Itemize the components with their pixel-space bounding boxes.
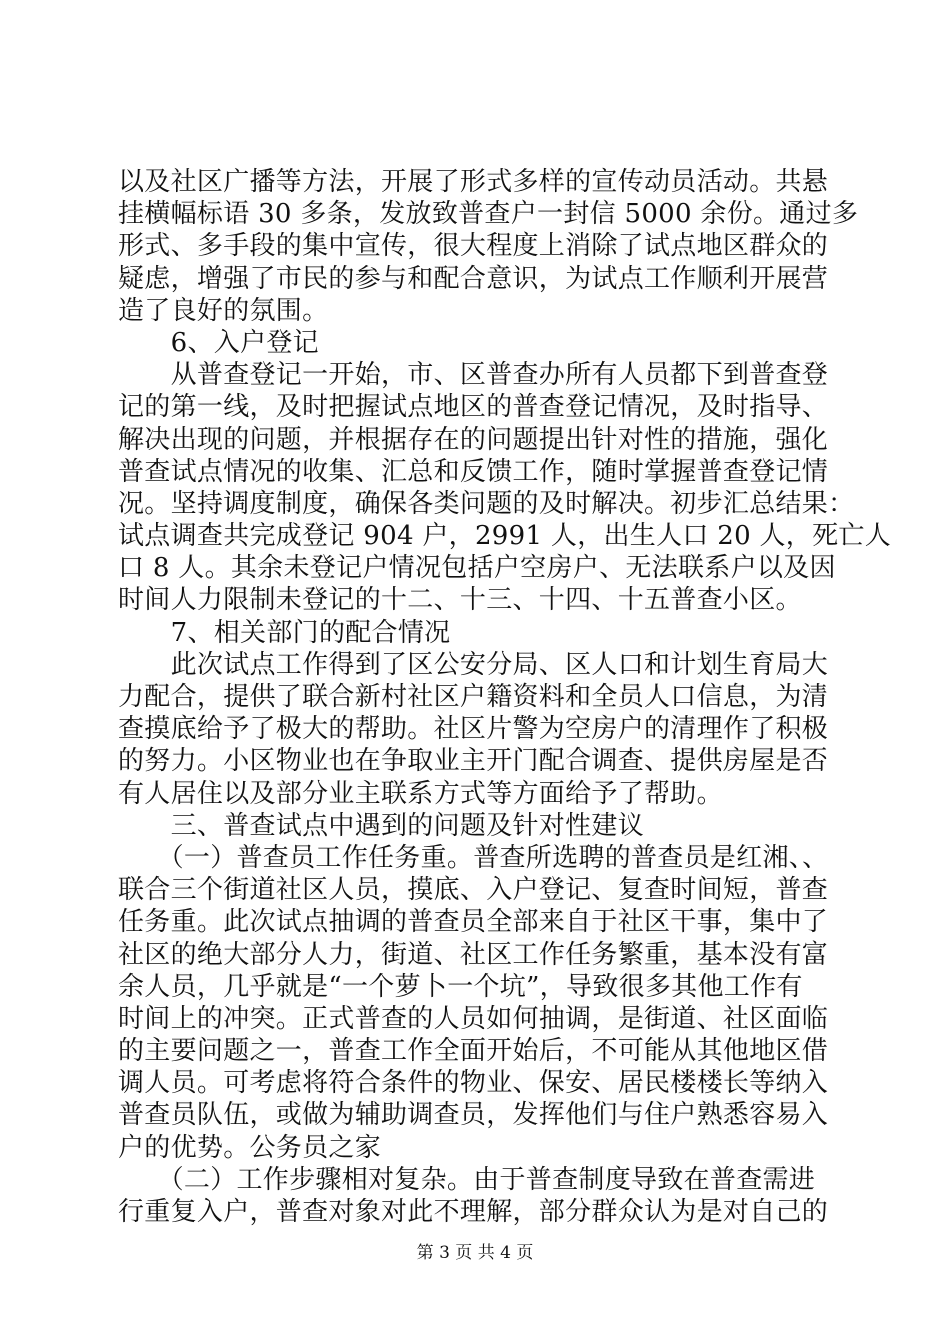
text-line: 7、相关部门的配合情况 bbox=[118, 617, 451, 648]
text-line: 力配合，提供了联合新村社区户籍资料和全员人口信息，为清 bbox=[118, 682, 829, 712]
text-line: 疑虑，增强了市民的参与和配合意识，为试点工作顺利开展营 bbox=[118, 263, 829, 294]
text-line: 记的第一线，及时把握试点地区的普查登记情况，及时指导、 bbox=[118, 392, 829, 423]
text-line: 社区的绝大部分人力，街道、社区工作任务繁重，基本没有富 bbox=[118, 939, 829, 970]
text-line: （二）工作步骤相对复杂。由于普查制度导致在普查需进 bbox=[118, 1164, 816, 1195]
text-line: 余人员，几乎就是“一个萝卜一个坑”，导致很多其他工作有 bbox=[118, 971, 803, 1002]
text-line: 联合三个街道社区人员，摸底、入户登记、复查时间短，普查 bbox=[118, 875, 829, 906]
text-line: 试点调查共完成登记 904 户，2991 人，出生人口 20 人，死亡人 bbox=[118, 521, 892, 552]
text-line: 有人居住以及部分业主联系方式等方面给予了帮助。 bbox=[118, 778, 723, 809]
text-line: 的主要问题之一，普查工作全面开始后，不可能从其他地区借 bbox=[118, 1036, 829, 1067]
text-line: 此次试点工作得到了区公安分局、区人口和计划生育局大 bbox=[118, 649, 829, 680]
text-line: 任务重。此次试点抽调的普查员全部来自于社区干事，集中了 bbox=[118, 907, 829, 938]
text-line: 调人员。可考虑将符合条件的物业、保安、居民楼楼长等纳入 bbox=[118, 1068, 829, 1099]
text-line: 6、入户登记 bbox=[118, 327, 319, 358]
text-line: 普查试点情况的收集、汇总和反馈工作，随时掌握普查登记情 bbox=[118, 456, 829, 487]
text-line: （一）普查员工作任务重。普查所选聘的普查员是红湘、、 bbox=[118, 842, 829, 873]
text-line: 挂横幅标语 30 多条，发放致普查户一封信 5000 余份。通过多 bbox=[118, 199, 859, 230]
text-line: 三、普查试点中遇到的问题及针对性建议 bbox=[118, 810, 645, 841]
text-line: 造了良好的氛围。 bbox=[118, 295, 329, 326]
text-line: 时间人力限制未登记的十二、十三、十四、十五普查小区。 bbox=[118, 585, 802, 616]
text-line: 解决出现的问题，并根据存在的问题提出针对性的措施，强化 bbox=[118, 424, 829, 455]
text-line: 行重复入户，普查对象对此不理解，部分群众认为是对自己的 bbox=[118, 1197, 829, 1227]
text-line: 时间上的冲突。正式普查的人员如何抽调，是街道、社区面临 bbox=[118, 1003, 829, 1034]
text-line: 普查员队伍，或做为辅助调查员，发挥他们与住户熟悉容易入 bbox=[118, 1100, 829, 1131]
text-line: 形式、多手段的集中宣传，很大程度上消除了试点地区群众的 bbox=[118, 231, 829, 262]
page-footer: 第 3 页 共 4 页 bbox=[416, 1243, 534, 1263]
text-line: 从普查登记一开始，市、区普查办所有人员都下到普查登 bbox=[118, 360, 829, 391]
text-line: 的努力。小区物业也在争取业主开门配合调查、提供房屋是否 bbox=[118, 746, 829, 777]
text-line: 况。坚持调度制度，确保各类问题的及时解决。初步汇总结果： bbox=[118, 488, 855, 519]
document-body bbox=[118, 166, 892, 1228]
text-line: 户的优势。公务员之家 bbox=[118, 1132, 382, 1163]
text-line: 口 8 人。其余未登记户情况包括户空房户、无法联系户以及因 bbox=[118, 553, 836, 584]
text-line: 查摸底给予了极大的帮助。社区片警为空房户的清理作了积极 bbox=[118, 714, 829, 745]
text-line: 以及社区广播等方法，开展了形式多样的宣传动员活动。共悬 bbox=[118, 167, 829, 197]
